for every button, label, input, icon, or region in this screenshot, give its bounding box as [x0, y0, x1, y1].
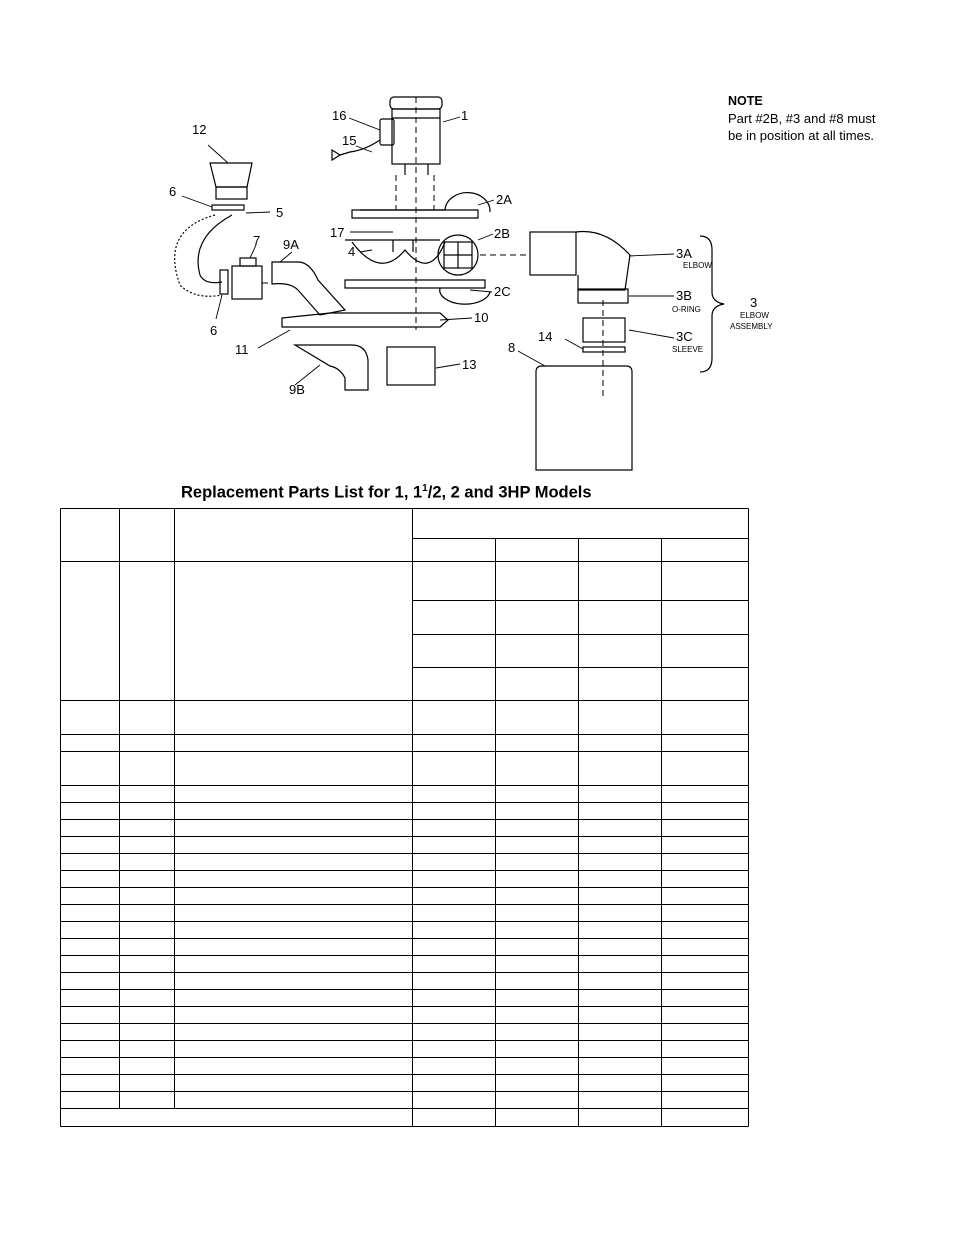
callout-13: 13 — [462, 357, 477, 372]
callout-3: 3 — [750, 295, 758, 310]
callout-12: 12 — [192, 122, 207, 137]
lower-housing — [345, 280, 490, 304]
callout-9a: 9A — [283, 237, 299, 252]
sublabel-elbow: ELBOW — [683, 261, 712, 270]
title-suffix: , 2 and 3HP Models — [441, 483, 592, 502]
callout-7: 7 — [253, 233, 261, 248]
sublabel-sleeve: SLEEVE — [672, 345, 704, 354]
callout-3c: 3C — [676, 329, 693, 344]
sublabel-elbow-assembly-2: ASSEMBLY — [730, 322, 773, 331]
parts-list-title — [181, 483, 592, 503]
callout-4: 4 — [348, 244, 356, 259]
callout-3a: 3A — [676, 246, 692, 261]
filter-13 — [387, 347, 435, 385]
callout-2c: 2C — [494, 284, 511, 299]
callout-10: 10 — [474, 310, 489, 325]
title-prefix: Replacement Parts List for 1, 1 — [181, 483, 423, 502]
motor — [380, 97, 442, 175]
title-fraction: /2 — [427, 483, 442, 502]
callout-2b: 2B — [494, 226, 510, 241]
callout-5: 5 — [276, 205, 284, 220]
sublabel-elbow-assembly-1: ELBOW — [740, 311, 769, 320]
callout-9b: 9B — [289, 382, 305, 397]
sublabel-oring: O-RING — [672, 305, 701, 314]
callout-8: 8 — [508, 340, 516, 355]
callout-2a: 2A — [496, 192, 512, 207]
sleeve-3c — [583, 318, 625, 342]
title-sup: 1 — [422, 483, 428, 494]
exploded-parts-diagram — [0, 0, 954, 480]
intake-9a — [272, 262, 345, 315]
impeller — [438, 235, 478, 275]
note-line-2: be in position at all times. — [728, 128, 874, 143]
callout-11: 11 — [235, 342, 249, 357]
callout-1: 1 — [461, 108, 469, 123]
elbow-3a — [530, 231, 630, 290]
callout-6-lower: 6 — [210, 323, 218, 338]
inlet-funnel — [210, 163, 252, 187]
callout-15: 15 — [342, 133, 357, 148]
callout-16: 16 — [332, 108, 347, 123]
callout-6-upper: 6 — [169, 184, 177, 199]
note-box — [728, 93, 928, 144]
parts-list-table — [60, 508, 750, 1128]
note-heading: NOTE — [728, 94, 763, 108]
callout-14: 14 — [538, 329, 553, 344]
note-line-1: Part #2B, #3 and #8 must — [728, 111, 876, 126]
callout-17: 17 — [330, 225, 345, 240]
callout-3b: 3B — [676, 288, 692, 303]
intake-9b — [295, 345, 368, 390]
base-plate — [282, 313, 448, 327]
impeller-housing — [352, 193, 490, 218]
collection-bag-8 — [536, 366, 632, 470]
